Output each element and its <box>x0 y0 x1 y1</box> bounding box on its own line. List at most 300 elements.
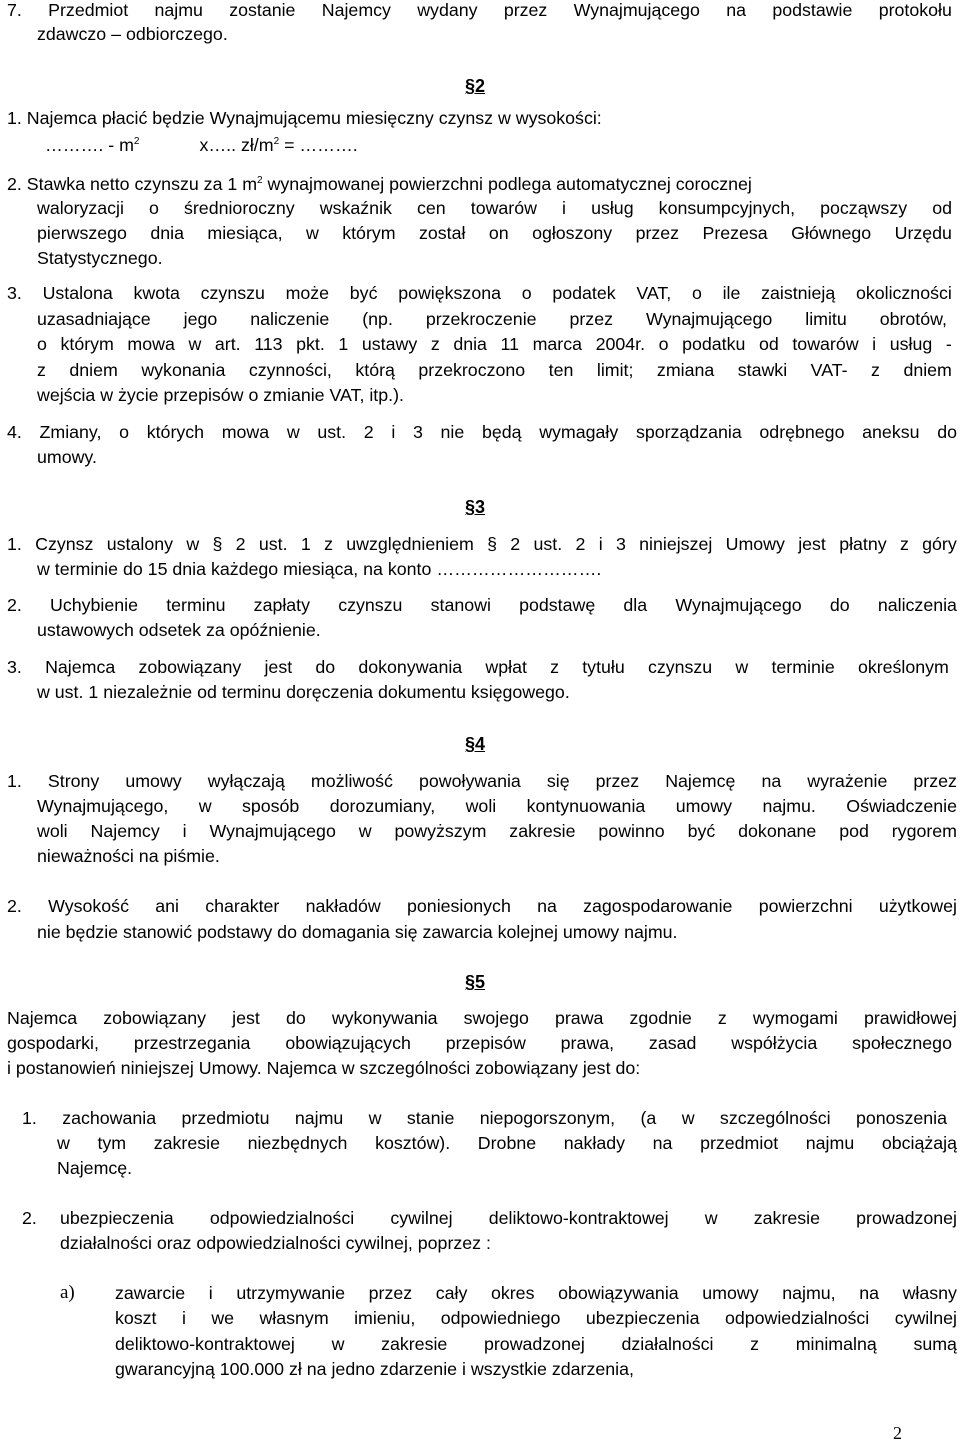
word: możliwość <box>310 771 393 791</box>
s5-item-a-label: a) <box>60 1282 75 1303</box>
word: Przedmiot <box>48 0 129 20</box>
s5-item-a-line-4: gwarancyjną 100.000 zł na jedno zdarzenie i wszystkie zdarzenia, <box>115 1359 634 1379</box>
word: z <box>430 334 440 354</box>
word: ustawy <box>361 334 418 354</box>
s4-p2-line-1 <box>7 896 957 916</box>
word: 2. <box>7 595 22 615</box>
word: zakresie <box>753 1208 820 1228</box>
word: mowa <box>127 334 175 354</box>
word: z <box>871 360 880 380</box>
word: kwota <box>133 283 180 303</box>
word: i <box>598 534 603 554</box>
word: sumą <box>913 1334 957 1354</box>
word: VAT, <box>636 283 672 303</box>
word: zaistnieją <box>761 283 836 303</box>
word: użytkowej <box>878 896 957 916</box>
word: działalności <box>621 1334 714 1354</box>
word: charakter <box>205 896 280 916</box>
word: się <box>546 771 570 791</box>
word: na <box>652 1133 673 1153</box>
word: art. <box>214 334 241 354</box>
word: i <box>182 821 187 841</box>
word: nakłady <box>563 1133 626 1153</box>
word: terminu <box>166 595 226 615</box>
word: zawarcie <box>115 1283 186 1303</box>
word: imieniu, <box>354 1308 416 1328</box>
word: zakresie <box>381 1334 448 1354</box>
word: przez <box>503 0 548 20</box>
word: niepogorszonym, <box>479 1108 616 1128</box>
word: uzasadniające <box>37 309 151 329</box>
s2-p4-line-1 <box>7 422 957 442</box>
word: z <box>750 1334 760 1354</box>
word: 4. <box>7 422 22 442</box>
word: Drobne <box>477 1133 537 1153</box>
word: w <box>57 1133 70 1153</box>
word: marca <box>532 334 582 354</box>
s5-item-a-line-2 <box>115 1308 957 1328</box>
word: VAT- <box>810 360 848 380</box>
word: Ustalona <box>42 283 113 303</box>
word: Wynajmującego, <box>37 796 169 816</box>
word: naliczenia <box>877 595 957 615</box>
word: do <box>937 422 957 442</box>
word: wpłat <box>485 657 527 677</box>
word: w <box>286 422 300 442</box>
word: od <box>932 198 952 218</box>
word: pod <box>839 821 869 841</box>
word: okoliczności <box>855 283 952 303</box>
word: o <box>521 283 532 303</box>
word: czynszu <box>647 657 713 677</box>
s4-p1-line-4: nieważności na piśmie. <box>37 846 220 866</box>
word: o <box>149 198 159 218</box>
section-symbol: § <box>465 972 476 992</box>
word: utrzymywanie <box>236 1283 346 1303</box>
word: terminie <box>771 657 835 677</box>
word: wydany <box>417 0 478 20</box>
word: cały <box>435 1283 468 1303</box>
word: powierzchni <box>758 896 853 916</box>
word: limitu <box>805 309 847 329</box>
word: jest <box>264 657 293 677</box>
word: obciążają <box>881 1133 957 1153</box>
word: odpowiedzialności <box>724 1308 870 1328</box>
word: z <box>550 657 560 677</box>
page-number: 2 <box>893 1423 902 1443</box>
word: zgodnie <box>629 1008 692 1028</box>
word: obowiązujących <box>285 1033 411 1053</box>
word: ust. <box>317 422 347 442</box>
word: w <box>305 223 319 243</box>
word: najmu, <box>782 1283 836 1303</box>
word: 2 <box>510 534 521 554</box>
word: powoływania <box>418 771 521 791</box>
word: zachowania <box>62 1108 157 1128</box>
s3-p2-line-1 <box>7 595 957 615</box>
word: 2. <box>7 896 22 916</box>
word: zakresie <box>153 1133 220 1153</box>
word: odpowiedzialności <box>209 1208 355 1228</box>
section-4-heading <box>465 734 485 754</box>
word: woli <box>37 821 68 841</box>
word: Najemca <box>45 657 116 677</box>
section-number: 5 <box>475 972 486 992</box>
word: cywilnej <box>894 1308 957 1328</box>
word: wyłączają <box>207 771 285 791</box>
word: nie <box>440 422 465 442</box>
word: wykonania <box>141 360 226 380</box>
word: prawa, <box>560 1033 615 1053</box>
word: przez <box>368 1283 413 1303</box>
word: będą <box>481 422 522 442</box>
word: waloryzacji <box>37 198 124 218</box>
word: 2 <box>575 534 586 554</box>
paragraph-7-line-1 <box>7 0 952 20</box>
section-symbol: § <box>465 497 476 517</box>
s2-p3-line-5: wejścia w życie przepisów o zmianie VAT, itp.). <box>37 385 404 405</box>
word: szczególności <box>719 1108 831 1128</box>
word: Wysokość <box>48 896 129 916</box>
word: Wynajmującego <box>645 309 773 329</box>
section-number: 4 <box>475 734 486 754</box>
section-symbol: § <box>465 734 476 754</box>
word: stanie <box>406 1108 455 1128</box>
s3-p3-line-1 <box>7 657 949 677</box>
word: (a <box>640 1108 657 1128</box>
word: (np. <box>362 309 393 329</box>
word: towarów <box>792 334 859 354</box>
word: 7. <box>7 0 22 20</box>
word: przez <box>595 771 640 791</box>
word: 1. <box>22 1108 37 1128</box>
word: o <box>37 334 47 354</box>
word: 11 <box>500 334 519 354</box>
word: zakresie <box>509 821 576 841</box>
word: i <box>391 422 396 442</box>
word: przestrzegania <box>133 1033 251 1053</box>
word: podstawę <box>519 595 596 615</box>
word: uwzględnieniem <box>346 534 474 554</box>
word: 2 <box>235 534 246 554</box>
word: podatek <box>552 283 616 303</box>
s5-intro-line-2 <box>7 1033 952 1053</box>
s5-item-a-line-3 <box>115 1334 957 1354</box>
s2-p2-line-4: Statystycznego. <box>37 248 163 268</box>
word: prowadzonej <box>484 1334 585 1354</box>
section-3-heading <box>465 497 485 517</box>
word: w <box>735 657 749 677</box>
word: w <box>368 1108 382 1128</box>
word: obrotów, <box>879 309 947 329</box>
word: mowa <box>221 422 270 442</box>
word: średnioroczny <box>184 198 295 218</box>
word: dniem <box>903 360 952 380</box>
word: towarów <box>470 198 537 218</box>
s2-p2-line-2 <box>37 198 952 218</box>
word: o <box>658 334 669 354</box>
s5-intro-line-1 <box>7 1008 957 1028</box>
word: z <box>899 534 909 554</box>
word: swojego <box>463 1008 529 1028</box>
word: dorozumiany, <box>329 796 436 816</box>
s3-p2-line-2: ustawowych odsetek za opóźnienie. <box>37 620 321 640</box>
word: cywilnej <box>390 1208 453 1228</box>
word: którym <box>342 223 396 243</box>
word: tytułu <box>582 657 625 677</box>
word: którym <box>60 334 114 354</box>
word: 2004r. <box>595 334 646 354</box>
word: wymagały <box>539 422 619 442</box>
word: najmu <box>805 1133 855 1153</box>
word: własnym <box>259 1308 329 1328</box>
word: 1 <box>300 534 311 554</box>
word: okres <box>490 1283 535 1303</box>
word: - <box>945 334 952 354</box>
word: 1. <box>7 771 22 791</box>
word: od <box>758 334 779 354</box>
s3-p1-line-2: w terminie do 15 dnia każdego miesiąca, na konto ………………………. <box>37 559 602 579</box>
s5-intro-line-3: i postanowień niniejszej Umowy. Najemca w szczególności zobowiązany jest do: <box>7 1058 641 1078</box>
word: Najemcę <box>665 771 736 791</box>
word: jest <box>798 534 826 554</box>
word: zagospodarowanie <box>583 896 733 916</box>
word: Głównego <box>791 223 872 243</box>
word: 3 <box>615 534 626 554</box>
s3-p1-line-1 <box>7 534 957 554</box>
word: na <box>859 1283 879 1303</box>
word: na <box>761 771 782 791</box>
word: określonym <box>857 657 949 677</box>
word: i <box>872 334 877 354</box>
word: najmu <box>154 0 203 20</box>
s2-p1-line-1: 1. Najemca płacić będzie Wynajmującemu miesięczny czynsz w wysokości: <box>7 108 602 128</box>
s3-p3-line-2: w ust. 1 niezależnie od terminu doręczenia dokumentu księgowego. <box>37 682 570 702</box>
word: w <box>331 1334 345 1354</box>
word: limit; <box>596 360 634 380</box>
word: do <box>829 595 850 615</box>
word: czynności, <box>248 360 332 380</box>
s2-p2-line-1: 2. Stawka netto czynszu za 1 $m^2$ wynajmowanej powierzchni podlega automatycznej corocznej <box>7 174 752 194</box>
word: ustalony <box>106 534 173 554</box>
word: być <box>349 283 378 303</box>
word: przez <box>635 223 680 243</box>
word: on <box>488 223 509 243</box>
word: kontynuowania <box>526 796 646 816</box>
word: Strony <box>47 771 100 791</box>
word: rygorem <box>891 821 957 841</box>
word: Umowy <box>725 534 785 554</box>
word: przekroczono <box>418 360 526 380</box>
word: Najemcy <box>321 0 391 20</box>
word: i <box>181 1308 186 1328</box>
s5-p1-line-3: Najemcę. <box>57 1158 133 1178</box>
word: wymogami <box>752 1008 838 1028</box>
word: usług <box>889 334 933 354</box>
s2-p4-line-2: umowy. <box>37 447 97 467</box>
word: przedmiot <box>700 1133 779 1153</box>
word: zapłaty <box>253 595 311 615</box>
word: może <box>285 283 330 303</box>
section-symbol: § <box>465 76 476 96</box>
word: 3. <box>7 283 22 303</box>
word: do <box>285 1008 306 1028</box>
word: koszt <box>115 1308 157 1328</box>
word: 3. <box>7 657 22 677</box>
word: gospodarki, <box>7 1033 99 1053</box>
s4-p2-line-2: nie będzie stanowić podstawy do domagania się zawarcia kolejnej umowy najmu. <box>37 922 678 942</box>
word: prowadzonej <box>856 1208 957 1228</box>
word: deliktowo-kontraktowej <box>115 1334 295 1354</box>
word: Uchybienie <box>50 595 138 615</box>
word: Wynajmującego <box>209 821 336 841</box>
word: z <box>324 534 333 554</box>
word: w <box>358 821 372 841</box>
word: o <box>691 283 702 303</box>
word: Zmiany, <box>39 422 102 442</box>
s4-p1-line-1 <box>7 771 957 791</box>
word: § <box>212 534 223 554</box>
s2-p3-line-4 <box>37 360 952 380</box>
word: miesiąca, <box>207 223 283 243</box>
word: niezbędnych <box>247 1133 348 1153</box>
word: ile <box>722 283 741 303</box>
word: zasad <box>648 1033 697 1053</box>
word: jego <box>183 309 218 329</box>
word: obowiązywania <box>558 1283 679 1303</box>
word: woli <box>465 796 497 816</box>
word: z <box>717 1008 727 1028</box>
word: minimalną <box>795 1334 877 1354</box>
word: społecznego <box>852 1033 952 1053</box>
word: we <box>211 1308 235 1328</box>
word: dla <box>623 595 648 615</box>
word: 1. <box>7 534 22 554</box>
word: których <box>146 422 205 442</box>
word: czynszu <box>338 595 403 615</box>
word: w <box>704 1208 718 1228</box>
word: ponoszenia <box>856 1108 947 1128</box>
s5-p2-number: 2. <box>22 1208 37 1228</box>
word: powiększona <box>398 283 501 303</box>
word: Najemca <box>7 1008 78 1028</box>
word: Wynajmującego <box>675 595 802 615</box>
word: został <box>418 223 466 243</box>
s2-p2-line-3 <box>37 223 952 243</box>
word: sposób <box>241 796 300 816</box>
word: ten <box>548 360 574 380</box>
s2-p3-line-1 <box>7 283 952 303</box>
word: pkt. <box>296 334 325 354</box>
word: na <box>537 896 557 916</box>
word: w <box>681 1108 695 1128</box>
word: aneksu <box>862 422 920 442</box>
word: ogłoszony <box>532 223 613 243</box>
word: na <box>726 0 747 20</box>
word: zostanie <box>229 0 296 20</box>
word: prawidłowej <box>863 1008 957 1028</box>
word: płatny <box>839 534 887 554</box>
word: ani <box>155 896 179 916</box>
word: być <box>687 821 716 841</box>
word: Czynsz <box>35 534 94 554</box>
s2-p3-line-2 <box>37 309 947 329</box>
word: niniejszej <box>639 534 713 554</box>
word: począwszy <box>820 198 908 218</box>
s4-p1-line-3 <box>37 821 957 841</box>
word: najmu <box>294 1108 344 1128</box>
word: naliczenie <box>250 309 330 329</box>
word: odpowiedniego <box>440 1308 561 1328</box>
word: w <box>198 796 212 816</box>
word: tym <box>97 1133 127 1153</box>
word: odrębnego <box>759 422 845 442</box>
paragraph-7-line-2: zdawczo – odbiorczego. <box>37 24 228 44</box>
word: konsumpcyjnych, <box>658 198 796 218</box>
word: Wynajmującego <box>573 0 700 20</box>
word: podatku <box>682 334 746 354</box>
word: góry <box>922 534 957 554</box>
word: usług <box>591 198 634 218</box>
word: poniesionych <box>407 896 511 916</box>
word: własny <box>902 1283 957 1303</box>
word: ubezpieczenia <box>60 1208 174 1228</box>
word: przedmiotu <box>181 1108 270 1128</box>
word: ubezpieczenia <box>585 1308 700 1328</box>
word: § <box>487 534 497 554</box>
s5-p1-line-2 <box>57 1133 957 1153</box>
word: 3 <box>412 422 423 442</box>
word: w <box>188 334 202 354</box>
word: wykonywania <box>331 1008 438 1028</box>
word: pierwszego <box>37 223 127 243</box>
word: prawa <box>555 1008 604 1028</box>
word: dnia <box>150 223 184 243</box>
word: przez <box>913 771 957 791</box>
word: wskaźnik <box>319 198 392 218</box>
word: protokołu <box>878 0 952 20</box>
word: i <box>562 198 566 218</box>
word: cen <box>417 198 446 218</box>
word: Prezesa <box>702 223 768 243</box>
s2-p1-line-2: ………. - $m^2$ x….. $zł/m^2$ = ………. <box>45 135 358 155</box>
word: umowy <box>125 771 182 791</box>
s5-p2-line-2: działalności oraz odpowiedzialności cywilnej, poprzez : <box>60 1233 491 1253</box>
word: dnia <box>453 334 487 354</box>
word: w <box>186 534 200 554</box>
word: najmu. <box>762 796 816 816</box>
word: współżycia <box>731 1033 818 1053</box>
word: ust. <box>533 534 563 554</box>
s5-p2-line-1 <box>60 1208 957 1228</box>
word: z <box>37 360 46 380</box>
word: Oświadczenie <box>846 796 957 816</box>
word: Urzędu <box>894 223 952 243</box>
word: kosztów). <box>375 1133 451 1153</box>
word: ust. <box>258 534 288 554</box>
word: dokonane <box>738 821 817 841</box>
word: jest <box>232 1008 260 1028</box>
word: podstawie <box>772 0 853 20</box>
word: 1 <box>338 334 349 354</box>
word: do <box>315 657 336 677</box>
s2-p3-line-3 <box>37 334 952 354</box>
word: Najemcy <box>90 821 160 841</box>
word: deliktowo-kontraktowej <box>488 1208 669 1228</box>
s4-p1-line-2 <box>37 796 957 816</box>
word: przepisów <box>445 1033 526 1053</box>
word: którą <box>355 360 395 380</box>
